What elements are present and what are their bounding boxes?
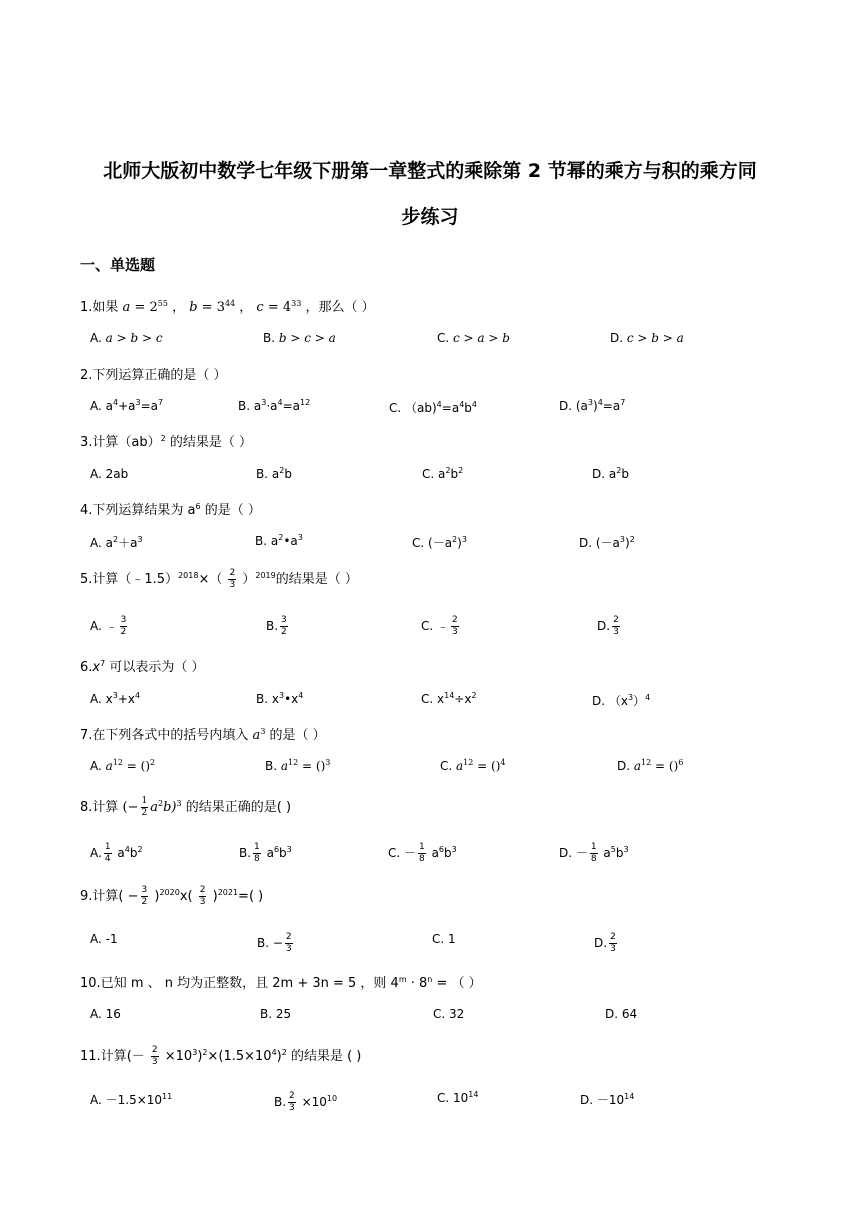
q9-option-d[interactable]: D. $\frac{2}{3}$ (594, 932, 616, 954)
q7-option-c[interactable]: C. $a^{12} = ()^4$ (440, 758, 506, 773)
q9-option-c[interactable]: C. 1 (432, 932, 456, 946)
q6-option-a[interactable]: A. $x^3+x^4$ (90, 691, 141, 706)
q10-option-c[interactable]: C. 32 (433, 1007, 465, 1021)
q10-option-a[interactable]: A. 16 (90, 1007, 121, 1021)
q7-option-a[interactable]: A. $a^{12} = ()^2$ (90, 758, 156, 773)
q10-option-d[interactable]: D. 64 (605, 1007, 638, 1021)
q7-option-b[interactable]: B. $a^{12} = ()^3$ (265, 758, 331, 773)
q6-option-c[interactable]: C. $x^{14}\div x^2$ (421, 691, 477, 706)
question-11: 11.计算(－ $\frac{2}{3}$ $\times 10^3)^2\times(1.5\times 10^4)^2$ 的结果是 ( ) (80, 1045, 362, 1067)
q2-option-d[interactable]: D. $(a^3)^4=a^7$ (559, 398, 626, 413)
q3-option-d[interactable]: D. $a^2b$ (592, 466, 629, 481)
q3-option-b[interactable]: B. $a^2b$ (256, 466, 292, 481)
q5-option-d[interactable]: D. $\frac{2}{3}$ (597, 615, 619, 637)
q7-option-d[interactable]: D. $a^{12} = ()^6$ (617, 758, 684, 773)
doc-title-line1: 北师大版初中数学七年级下册第一章整式的乘除第 2 节幂的乘方与积的乘方同 (103, 160, 757, 182)
q11-option-c[interactable]: C. $10^{14}$ (437, 1090, 479, 1105)
q4-option-c[interactable]: C. $(-a^2)^3$ (412, 535, 467, 550)
question-7: 7.在下列各式中的括号内填入 $a^3$ 的是（ ） (80, 727, 326, 743)
q3-option-c[interactable]: C. $a^2b^2$ (422, 466, 464, 481)
q11-option-d[interactable]: D. $-10^{14}$ (580, 1092, 635, 1107)
q10-option-b[interactable]: B. 25 (260, 1007, 292, 1021)
q9-option-b[interactable]: B. − $\frac{2}{3}$ (257, 932, 292, 954)
q8-option-b[interactable]: B. $\frac{1}{8}$ $a^6b^3$ (239, 842, 292, 864)
q3-option-a[interactable]: A. 2ab (90, 467, 129, 481)
q2-option-b[interactable]: B. $a^3\cdot a^4=a^{12}$ (238, 398, 311, 413)
q6-option-d[interactable]: D. $(x^3)^4$ (592, 693, 651, 708)
question-8: 8.计算 (− $\frac{1}{2}$ $a^2b)^3$ 的结果正确的是( ) (80, 796, 292, 818)
section-title: 一、单选题 (80, 256, 156, 274)
q1-option-b[interactable]: B. b > c > a (263, 331, 336, 345)
q8-option-a[interactable]: A. $\frac{1}{4}$ $a^4b^2$ (90, 842, 143, 864)
question-5: 5.计算（﹣1.5）$^{2018}$×（ $\frac{2}{3}$ ）$^{2019}$的结果是（ ） (80, 568, 358, 590)
q6-option-b[interactable]: B. $x^3•x^4$ (256, 691, 304, 706)
q9-option-a[interactable]: A. -1 (90, 932, 118, 946)
question-10: 10.已知 m 、 n 均为正整数，且 2m + 3n = 5 ，则 $4^m \cdot 8^n$ = （ ） (80, 975, 482, 991)
q2-option-c[interactable]: C. $(ab)^4=a^4b^4$ (389, 400, 477, 415)
q8-option-c[interactable]: C. － $\frac{1}{8}$ $a^6b^3$ (388, 842, 457, 864)
doc-title-line2: 步练习 (401, 206, 459, 228)
q4-option-d[interactable]: D. $(-a^3)^2$ (579, 535, 635, 550)
q2-option-a[interactable]: A. $a^4+a^3=a^7$ (90, 398, 164, 413)
question-2: 2.下列运算正确的是（ ） (80, 368, 227, 383)
q4-option-b[interactable]: B. $a^2•a^3$ (255, 533, 303, 548)
q11-option-a[interactable]: A. $-1.5\times 10^{11}$ (90, 1092, 173, 1107)
q5-option-c[interactable]: C. ﹣ $\frac{2}{3}$ (421, 615, 458, 637)
q1-option-c[interactable]: C. c > a > b (437, 331, 510, 345)
q1-option-d[interactable]: D. c > b > a (610, 331, 684, 345)
q8-option-d[interactable]: D. － $\frac{1}{8}$ $a^5b^3$ (559, 842, 629, 864)
question-3: 3.计算（ab）$^2$ 的结果是（ ） (80, 434, 252, 450)
q5-option-a[interactable]: A. ﹣ $\frac{3}{2}$ (90, 615, 127, 637)
q11-option-b[interactable]: B. $\frac{2}{3}$ $\times 10^{10}$ (274, 1091, 338, 1113)
question-9: 9.计算( − $\frac{3}{2}$ )$^{2020}$x( $\frac{2}{3}$ )$^{2021}$=( ) (80, 885, 264, 907)
question-6: $6.x^7$ 可以表示为（ ） (80, 659, 205, 675)
q1-option-a[interactable]: A. a > b > c (90, 331, 163, 345)
question-1: 1.如果 $a = 2^{55}$ ， $b = 3^{44}$ ， $c = 4^{33}$ ，那么（ ） (80, 299, 375, 315)
question-4: 4.下列运算结果为 $a^6$ 的是（ ） (80, 502, 261, 518)
q4-option-a[interactable]: A. $a^2+a^3$ (90, 535, 143, 550)
q5-option-b[interactable]: B. $\frac{3}{2}$ (266, 615, 287, 637)
